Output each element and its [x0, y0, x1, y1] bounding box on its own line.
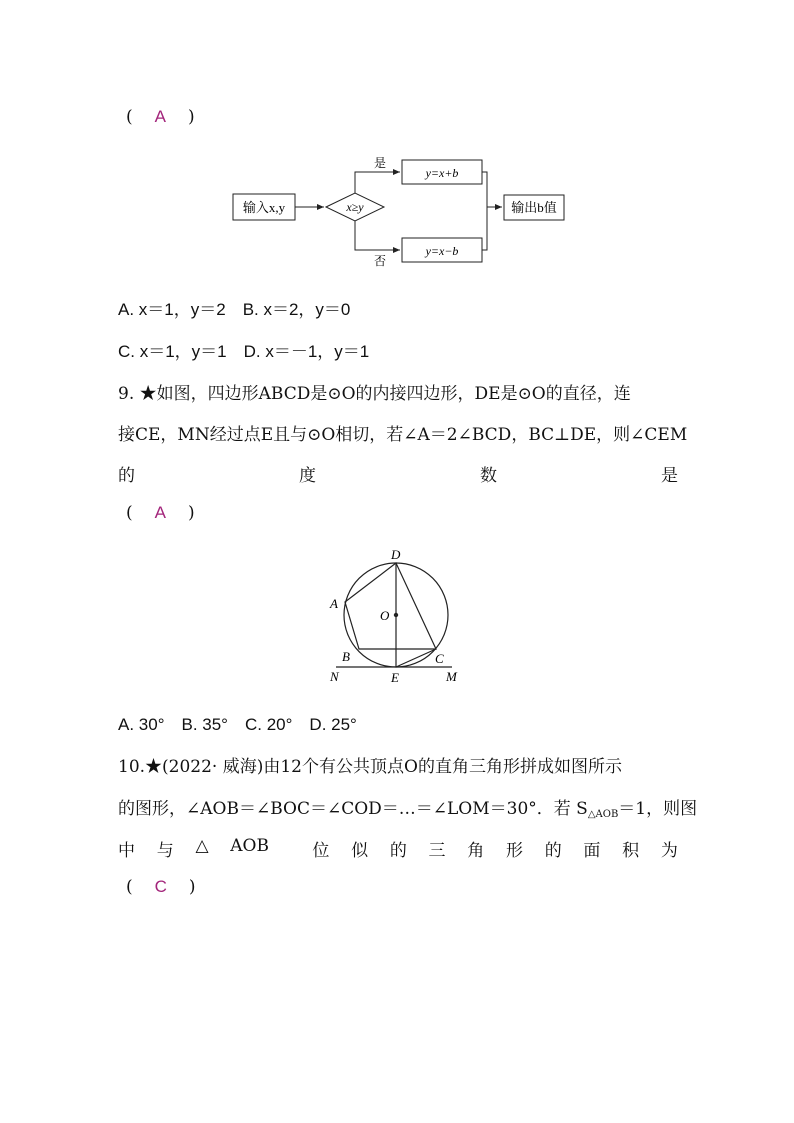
quad-abcd [345, 563, 436, 649]
label-n: N [330, 669, 339, 684]
q10-word: 面 [583, 841, 601, 861]
q8-options-row2: C. x＝1，y＝1 D. x＝－1，y＝1 [118, 342, 370, 361]
q10-word: 为 [660, 841, 678, 861]
q8-options-row1: A. x＝1，y＝2 B. x＝2，y＝0 [118, 300, 351, 319]
label-o: O [380, 608, 390, 623]
q10-word: △ [195, 836, 209, 856]
q10-answer: C [154, 877, 167, 896]
q8-answer-line [126, 107, 195, 127]
q9-word: 度 [299, 466, 316, 486]
q9-word: 数 [480, 466, 497, 486]
circle-figure [322, 545, 472, 690]
q9-line1: 9. ★如图，四边形ABCD是⊙O的内接四边形，DE是⊙O的直径，连 [118, 384, 631, 404]
q10-word: 积 [622, 841, 640, 861]
q10-word: 形 [505, 841, 523, 861]
q10-word: 三 [428, 841, 446, 861]
flow-condition-text: x≥y [346, 200, 364, 214]
q9-word: 的 [118, 466, 135, 486]
flow-no-box-text: y=x−b [425, 244, 459, 258]
q10-line2-tail: ＝1，则图 [618, 799, 698, 819]
flow-input-text: 输入x,y [242, 200, 286, 215]
label-d: D [391, 547, 401, 562]
q10-line2-text: 的图形，∠AOB＝∠BOC＝∠COD＝…＝∠LOM＝30°．若 S [118, 799, 588, 819]
q10-word: 的 [544, 841, 562, 861]
flow-output-text: 输出b值 [511, 200, 557, 215]
q9-line3 [118, 461, 678, 486]
bracket-close: ) [187, 503, 195, 523]
bracket-open: ( [126, 107, 133, 127]
q10-line2 [118, 794, 697, 820]
flow-no-label: 否 [373, 254, 387, 268]
center-dot [394, 613, 398, 617]
flow-yes-label: 是 [373, 156, 387, 170]
flow-yes-box-text: y=x+b [425, 166, 459, 180]
q10-answer-line [126, 877, 196, 897]
bracket-close: ) [187, 107, 195, 127]
q10-subscript: △AOB [587, 809, 619, 820]
label-a: A [330, 596, 338, 611]
label-c: C [435, 651, 444, 666]
q9-line2: 接CE，MN经过点E且与⊙O相切，若∠A＝2∠BCD，BC⊥DE，则∠CEM [118, 425, 688, 445]
q8-answer: A [154, 107, 166, 126]
label-e: E [391, 670, 399, 685]
q10-word: AOB [230, 836, 269, 856]
bracket-open: ( [126, 503, 133, 523]
q10-word: 位 [312, 841, 330, 861]
q10-word: 与 [156, 841, 174, 861]
bracket-open: ( [126, 877, 133, 897]
label-b: B [342, 649, 350, 664]
q9-options: A. 30° B. 35° C. 20° D. 25° [118, 715, 357, 734]
q10-word: 中 [118, 841, 135, 861]
bracket-close: ) [188, 877, 196, 897]
label-m: M [446, 669, 457, 684]
q10-line1: 10.★(2022· 威海)由12个有公共顶点O的直角三角形拼成如图所示 [118, 757, 622, 777]
q10-line3 [118, 836, 678, 861]
q10-word: 的 [389, 841, 407, 861]
flowchart [225, 150, 575, 270]
q9-answer: A [154, 503, 166, 522]
segment-ce [396, 649, 436, 667]
q9-word: 是 [661, 466, 678, 486]
q10-word: 似 [351, 841, 369, 861]
q10-word: 角 [467, 841, 485, 861]
q9-answer-line [126, 503, 195, 523]
